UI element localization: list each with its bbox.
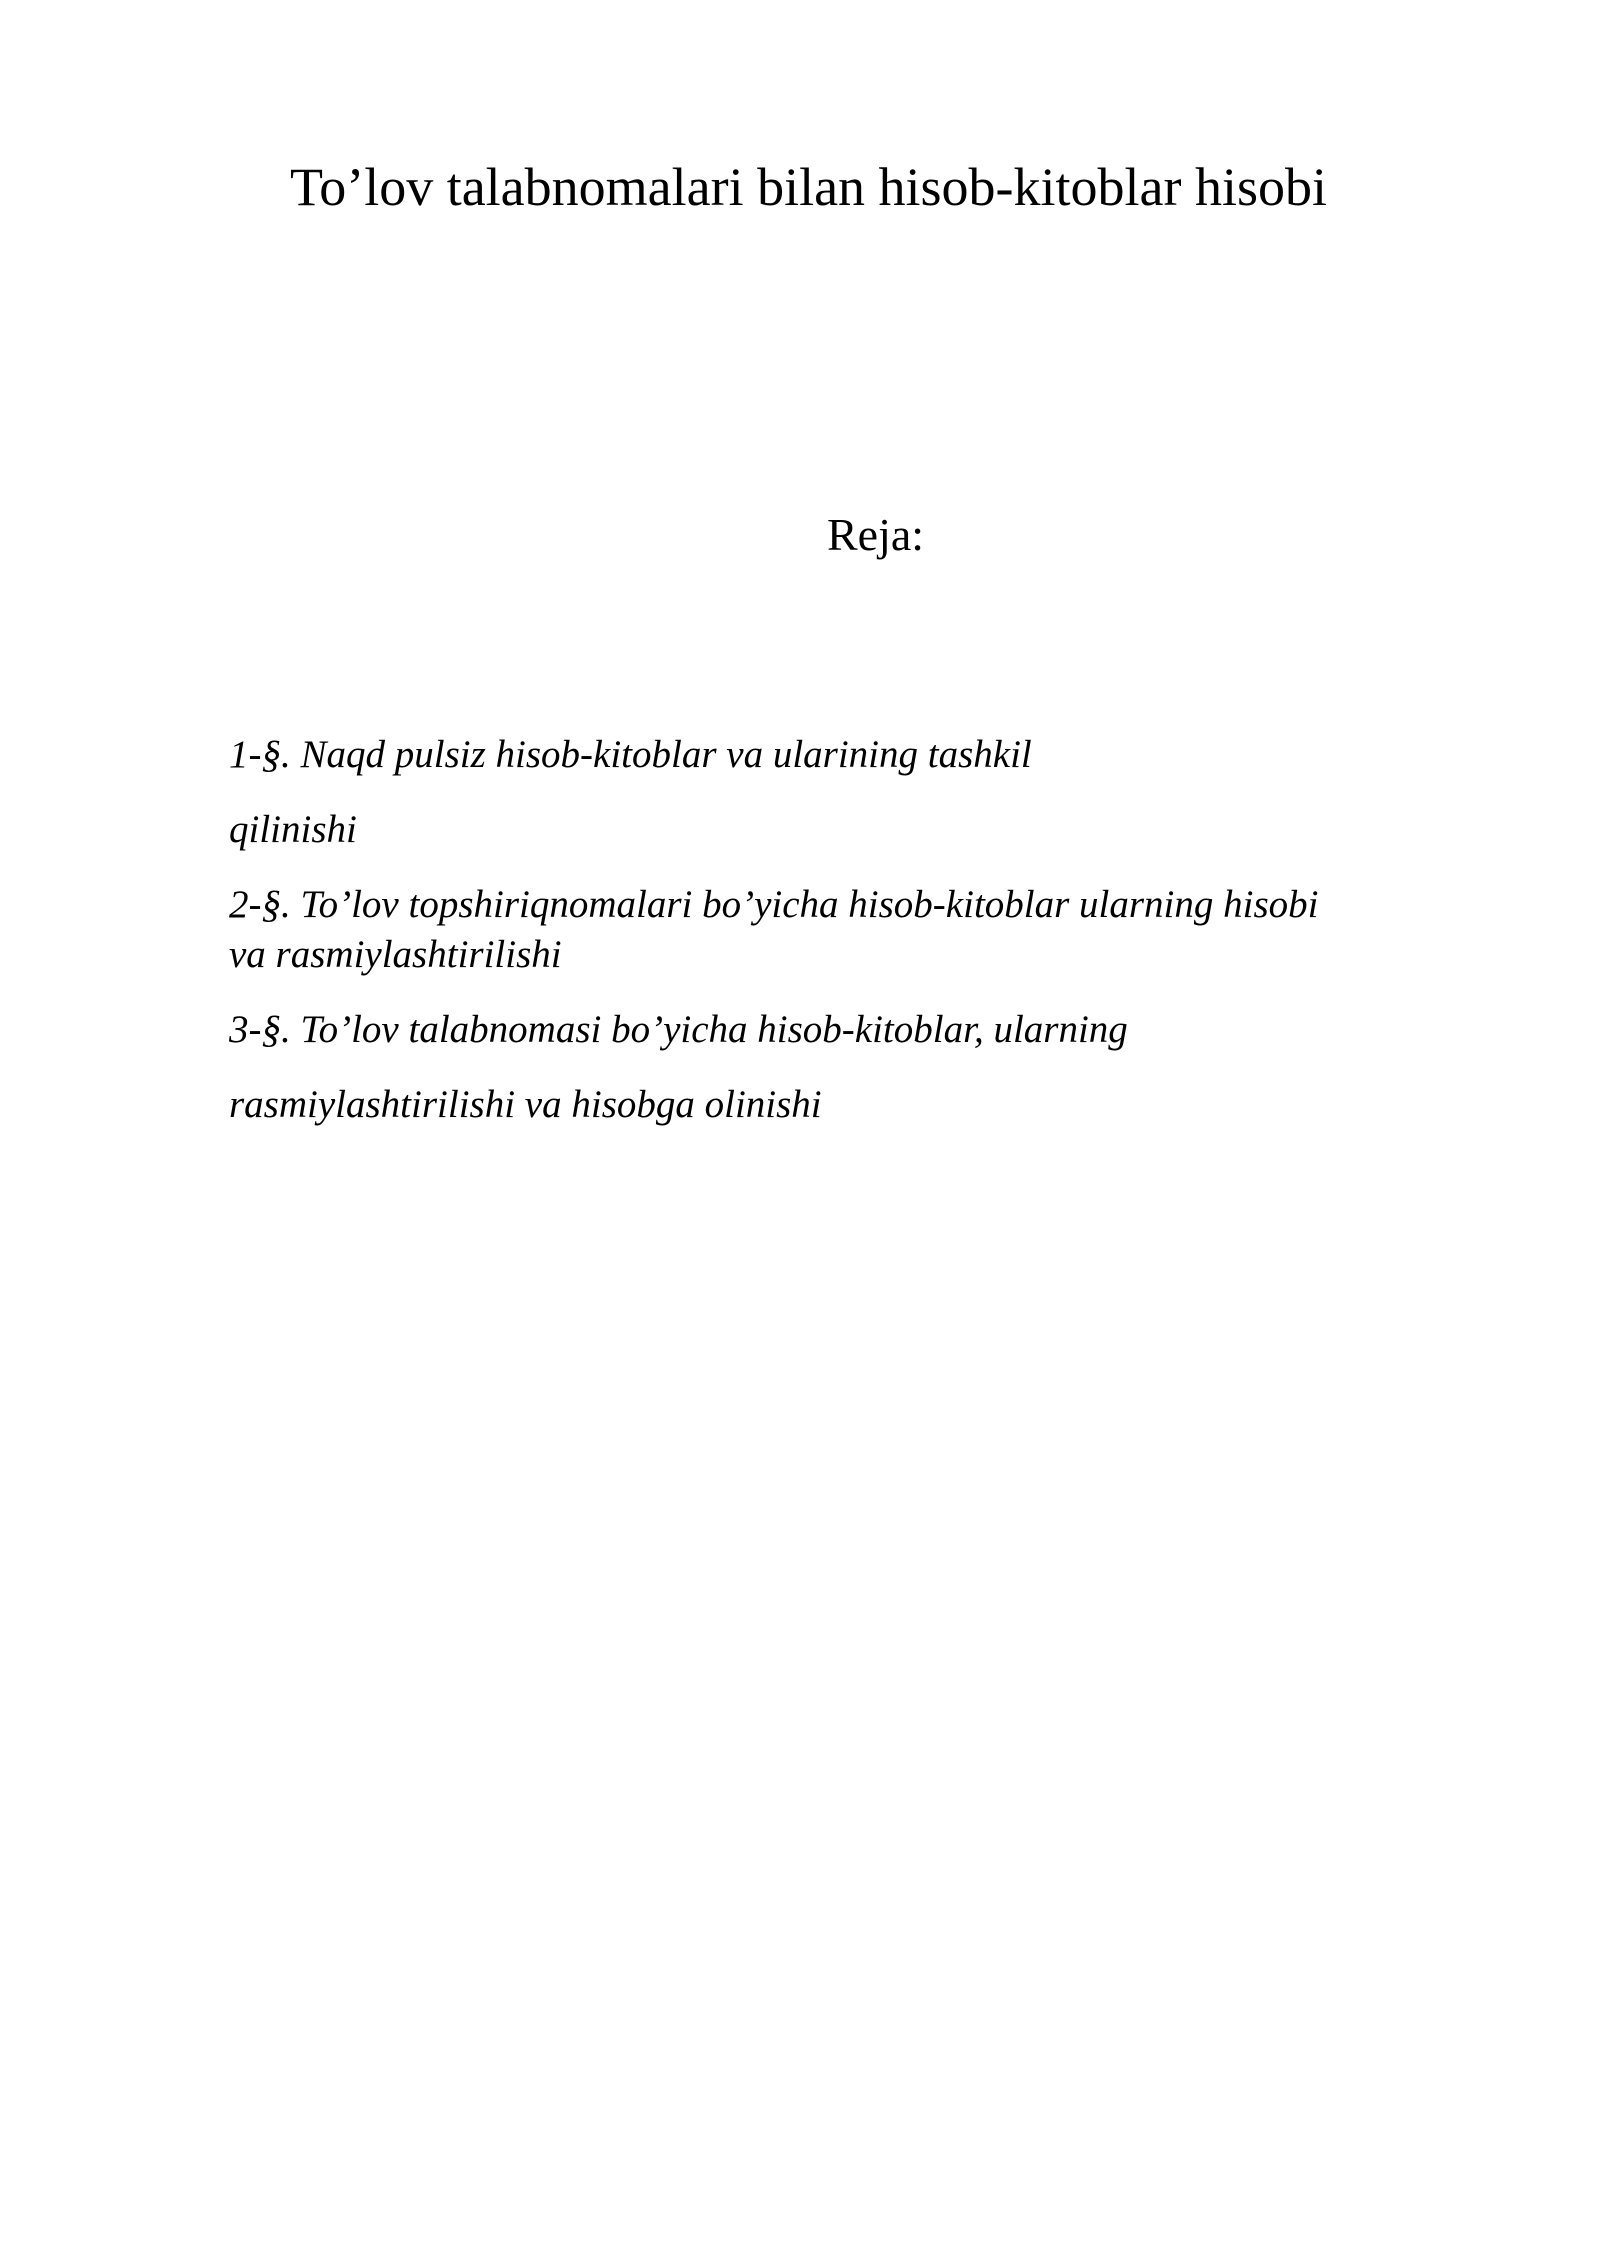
- toc-item-2-line-2: va rasmiylashtirilishi: [229, 933, 562, 976]
- toc-item-3-line-2: rasmiylashtirilishi va hisobga olinishi: [229, 1083, 822, 1126]
- toc-item-1-line-2: qilinishi: [229, 808, 357, 851]
- toc-item-1-line-1: 1-§. Naqd pulsiz hisob-kitoblar va ularining tashkil: [229, 733, 1032, 776]
- plan-heading: Reja:: [827, 509, 925, 560]
- toc-item-2-line-1: 2-§. To’lov topshiriqnomalari bo’yicha hisob-kitoblar ularning hisobi: [229, 883, 1319, 926]
- toc-item-3-line-1: 3-§. To’lov talabnomasi bo’yicha hisob-kitoblar, ularning: [229, 1008, 1128, 1051]
- document-title: To’lov talabnomalari bilan hisob-kitoblar hisobi: [290, 157, 1328, 217]
- table-of-contents: [229, 730, 1479, 1130]
